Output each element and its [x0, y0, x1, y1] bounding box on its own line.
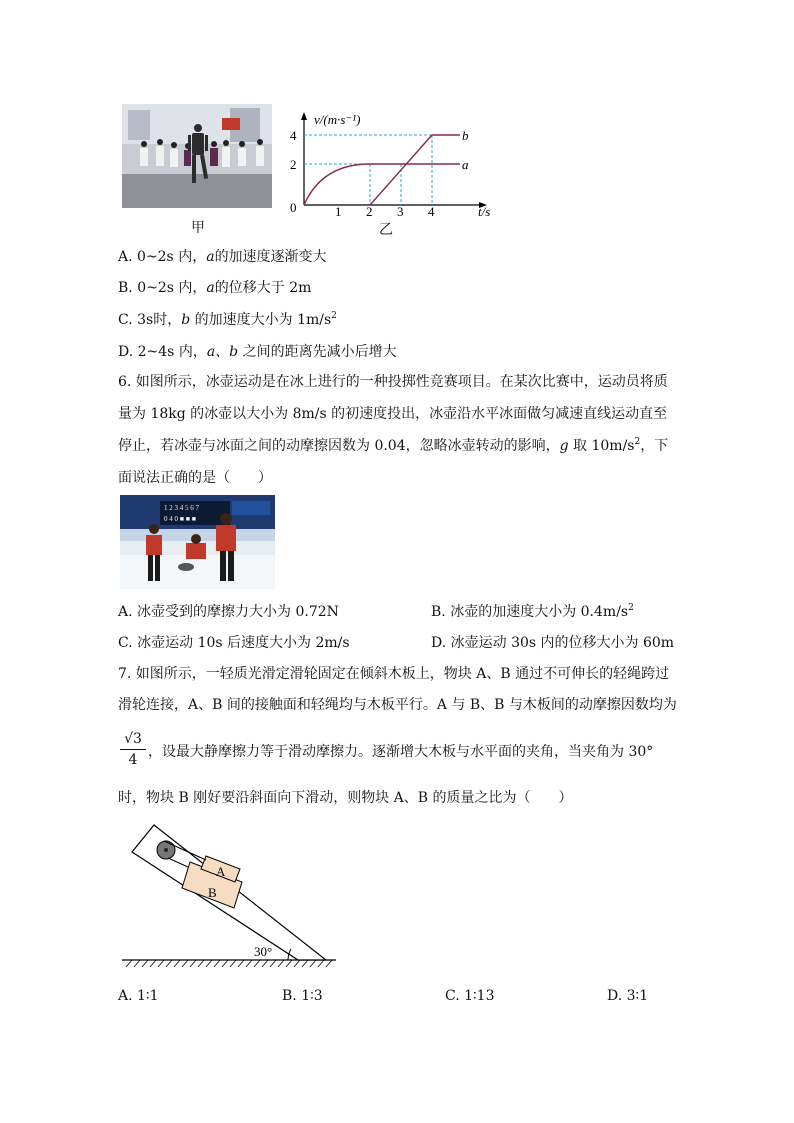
- curling-photo: [120, 495, 275, 589]
- y-tick-2: 2: [290, 157, 297, 172]
- q5-option-a[interactable]: A. 0~2s 内，a的加速度逐渐变大: [118, 249, 327, 265]
- q5-option-c[interactable]: C. 3s时，b 的加速度大小为 $1m/s^2$: [118, 311, 337, 328]
- q6-option-d[interactable]: D. 冰壶运动 30s 内的位移大小为 60m: [431, 635, 675, 651]
- y-tick-4: 4: [290, 128, 297, 143]
- q6-option-c[interactable]: C. 冰壶运动 10s 后速度大小为 2m/s: [118, 635, 350, 651]
- q7-option-d[interactable]: D. 3∶1: [607, 988, 649, 1004]
- sqrt3-over-4-fraction: √3 4: [118, 730, 148, 769]
- ground-hatching: [126, 960, 332, 967]
- y-axis-arrow: [301, 112, 307, 120]
- q5-option-d[interactable]: D. 2~4s 内，a、b 之间的距离先减小后增大: [118, 344, 397, 360]
- q7-line-2: 滑轮连接，A、B 间的接触面和轻绳均与木板平行。A 与 B、B 与木板间的动摩擦因数均为: [118, 697, 677, 713]
- x-tick-1: 1: [335, 204, 342, 219]
- origin-label: 0: [290, 200, 297, 215]
- incline-pulley-figure: [120, 820, 340, 970]
- x-tick-3: 3: [397, 204, 404, 219]
- q7-option-a[interactable]: A. 1∶1: [118, 988, 159, 1004]
- figure-caption-left: 甲: [191, 220, 205, 236]
- series-a-label: a: [462, 157, 469, 172]
- x-tick-2: 2: [366, 204, 373, 219]
- series-b-label: b: [462, 128, 469, 143]
- q7-line-4: 时，物块 B 刚好要沿斜面向下滑动，则物块 A、B 的质量之比为（ ）: [118, 790, 573, 806]
- marathon-photo: [122, 104, 272, 208]
- series-a-curve: [304, 164, 460, 205]
- q6-stem: 6. 如图所示，冰壶运动是在冰上进行的一种投掷性竞赛项目。在某次比赛中，运动员将质量为 18kg 的冰壶以大小为 8m/s 的初速度投出，冰壶沿水平冰面做匀减速直线运动直至停止，若冰壶与冰面之间的动摩擦因数为 0.04，忽略冰壶转动的影响，g 取 $10m/s^2$，下面说法正确的是（ ）: [118, 374, 669, 486]
- pulley-axle: [164, 848, 168, 852]
- figure-caption-right: 乙: [379, 222, 393, 238]
- q7-option-b[interactable]: B. 1∶3: [282, 988, 323, 1004]
- svg-text:1 2 3 4 5 6 7: 1 2 3 4 5 6 7: [164, 504, 199, 512]
- block-b-label: B: [208, 885, 217, 900]
- x-axis-label: t/s: [478, 204, 491, 219]
- block-a-label: A: [216, 864, 226, 879]
- y-axis-label: v/(m·s⁻¹): [314, 112, 361, 127]
- q7-line-1: 7. 如图所示，一轻质光滑定滑轮固定在倾斜木板上，物块 A、B 通过不可伸长的轻绳跨过: [118, 666, 670, 682]
- q7-line-3: ，设最大静摩擦力等于滑动摩擦力。逐渐增大木板与水平面的夹角，当夹角为 30°: [148, 744, 654, 760]
- angle-label: 30°: [254, 944, 273, 959]
- svg-text:0 4 0 ■ ■ ■: 0 4 0 ■ ■ ■: [164, 515, 196, 523]
- q7-option-c[interactable]: C. 1∶13: [445, 988, 495, 1004]
- q6-option-b[interactable]: B. 冰壶的加速度大小为 $0.4m/s^2$: [431, 603, 634, 620]
- series-b-line: [370, 135, 460, 205]
- q6-option-a[interactable]: A. 冰壶受到的摩擦力大小为 0.72N: [118, 604, 339, 620]
- q5-option-b[interactable]: B. 0~2s 内，a的位移大于 2m: [118, 280, 312, 296]
- x-tick-4: 4: [428, 204, 435, 219]
